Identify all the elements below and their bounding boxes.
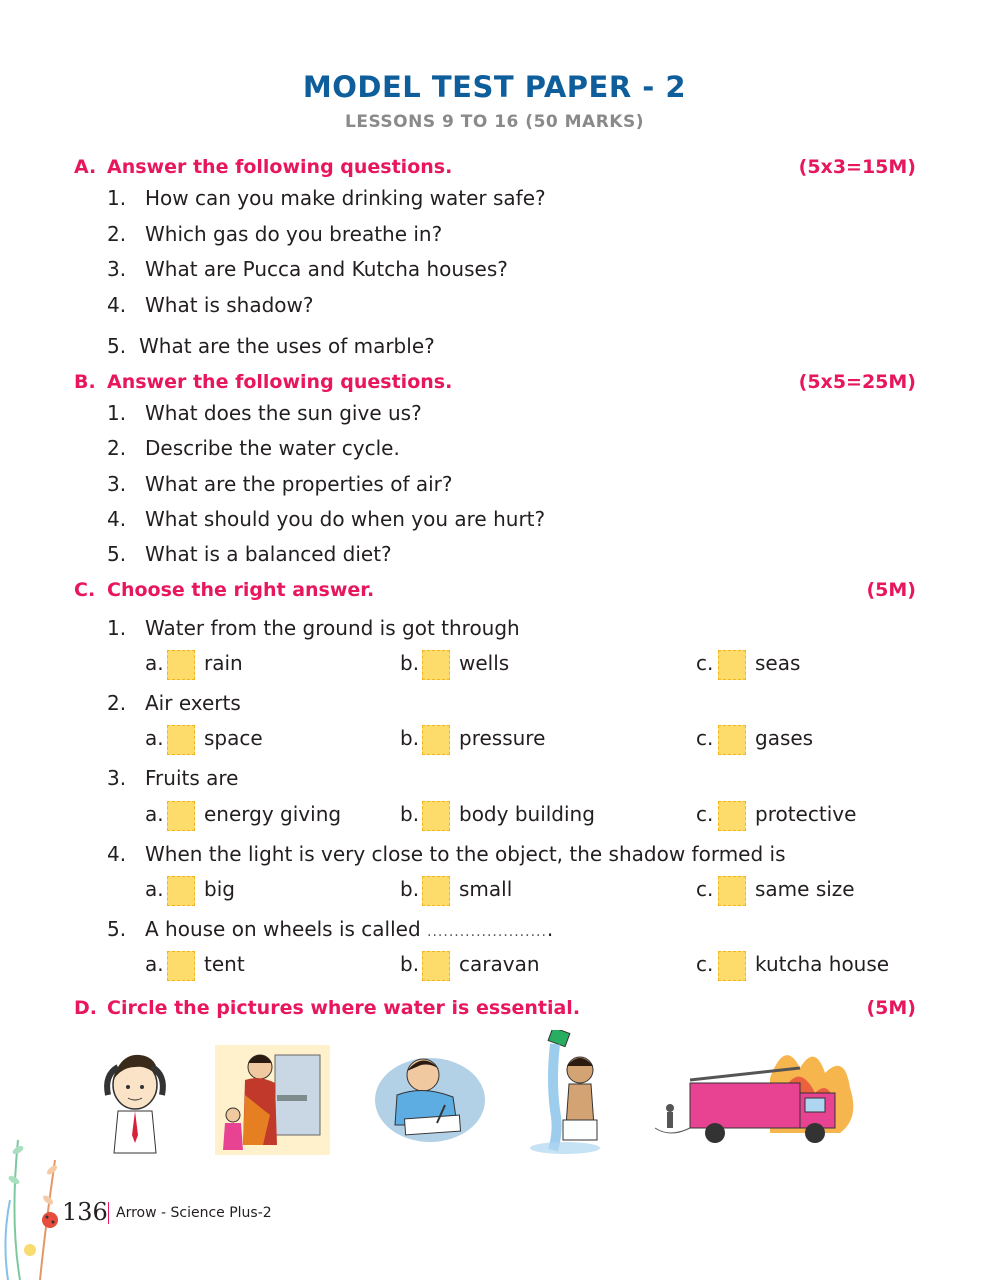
- section-title: Answer the following questions.: [107, 156, 453, 178]
- section-label: B.: [74, 371, 96, 393]
- answer-box[interactable]: [422, 650, 450, 680]
- fire-engine-picture[interactable]: [650, 1038, 865, 1153]
- question-b2: 2. Describe the water cycle.: [107, 436, 400, 460]
- answer-box[interactable]: [718, 876, 746, 906]
- floral-decoration: [0, 1100, 80, 1280]
- answer-box[interactable]: [718, 951, 746, 981]
- picture-row: [95, 1030, 875, 1160]
- answer-box[interactable]: [422, 725, 450, 755]
- question-b5: 5. What is a balanced diet?: [107, 542, 392, 566]
- section-title: Circle the pictures where water is essential.: [107, 997, 581, 1019]
- answer-box[interactable]: [167, 876, 195, 906]
- answer-box[interactable]: [422, 951, 450, 981]
- question-a1: 1. How can you make drinking water safe?: [107, 186, 546, 210]
- fill-blank: ......................: [427, 924, 547, 940]
- question-c3: 3. Fruits are: [107, 766, 239, 790]
- question-c1: 1. Water from the ground is got through: [107, 616, 520, 640]
- question-a5: 5. What are the uses of marble?: [107, 334, 435, 358]
- page-title: MODEL TEST PAPER - 2: [302, 70, 687, 104]
- question-a2: 2. Which gas do you breathe in?: [107, 222, 443, 246]
- question-c2: 2. Air exerts: [107, 691, 241, 715]
- section-d-heading: [74, 997, 916, 1023]
- section-label: A.: [74, 156, 97, 178]
- question-c4: 4. When the light is very close to the object, the shadow formed is: [107, 842, 786, 866]
- section-marks: (5x5=25M): [798, 371, 916, 393]
- question-c5: 5. A house on wheels is called .......................: [107, 917, 554, 941]
- book-title: Arrow - Science Plus-2: [116, 1205, 272, 1221]
- section-marks: (5x3=15M): [798, 156, 916, 178]
- child-pouring-water-picture[interactable]: [525, 1030, 615, 1155]
- answer-box[interactable]: [167, 951, 195, 981]
- woman-cooking-with-child-picture[interactable]: [215, 1035, 330, 1160]
- answer-box[interactable]: [718, 801, 746, 831]
- page-number: 136: [62, 1198, 108, 1226]
- answer-box[interactable]: [167, 650, 195, 680]
- boy-scratching-head-picture[interactable]: [100, 1045, 170, 1155]
- question-b4: 4. What should you do when you are hurt?: [107, 507, 546, 531]
- section-b-heading: [74, 371, 916, 397]
- answer-box[interactable]: [718, 650, 746, 680]
- section-title: Answer the following questions.: [107, 371, 453, 393]
- question-a3: 3. What are Pucca and Kutcha houses?: [107, 257, 508, 281]
- footer-divider: [108, 1202, 109, 1224]
- answer-box[interactable]: [167, 801, 195, 831]
- answer-box[interactable]: [422, 876, 450, 906]
- answer-box[interactable]: [167, 725, 195, 755]
- section-label: C.: [74, 579, 96, 601]
- answer-box[interactable]: [718, 725, 746, 755]
- page-subtitle: LESSONS 9 TO 16 (50 MARKS): [345, 112, 644, 132]
- answer-box[interactable]: [422, 801, 450, 831]
- section-marks: (5M): [866, 997, 916, 1019]
- section-title: Choose the right answer.: [107, 579, 375, 601]
- question-b1: 1. What does the sun give us?: [107, 401, 422, 425]
- section-label: D.: [74, 997, 97, 1019]
- section-c-heading: [74, 579, 916, 605]
- question-a4: 4. What is shadow?: [107, 293, 314, 317]
- section-a-heading: [74, 156, 916, 182]
- question-b3: 3. What are the properties of air?: [107, 472, 453, 496]
- boy-writing-picture[interactable]: [375, 1045, 485, 1145]
- section-marks: (5M): [866, 579, 916, 601]
